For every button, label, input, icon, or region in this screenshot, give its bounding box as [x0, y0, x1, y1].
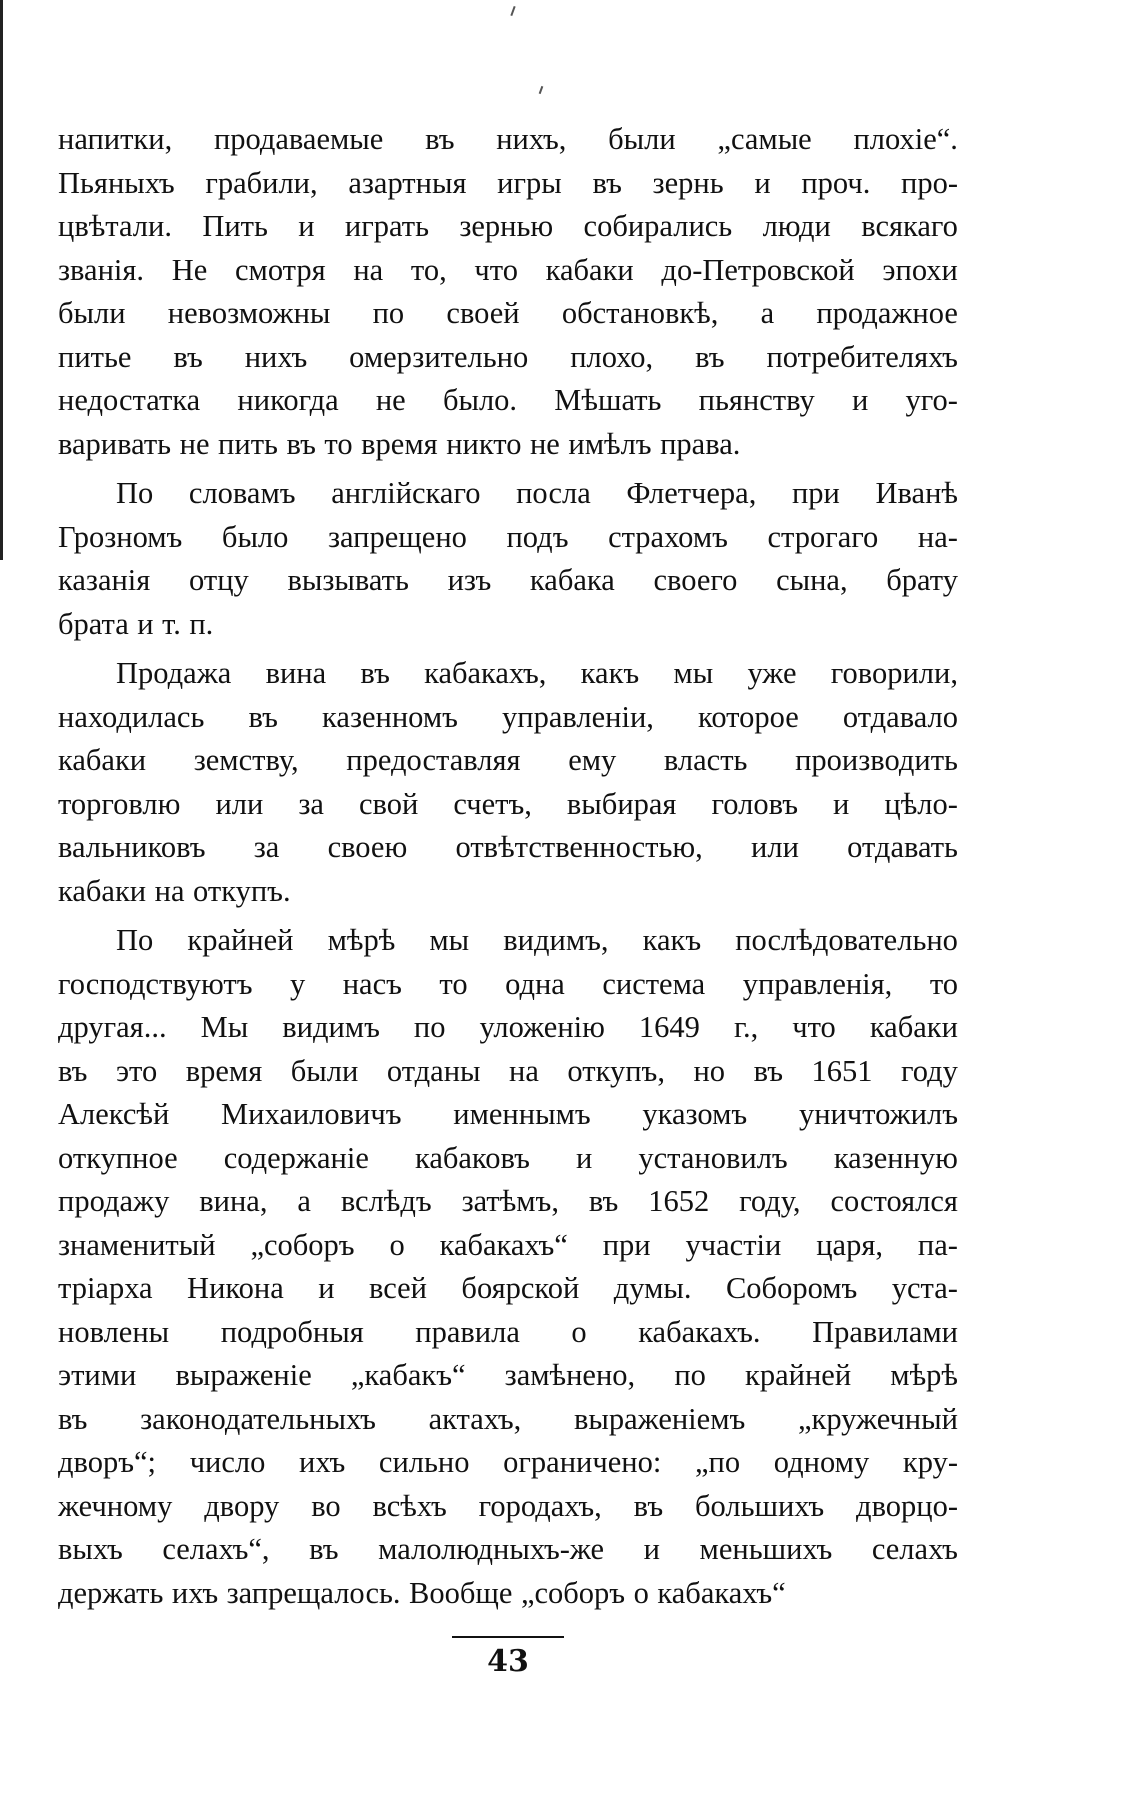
text-line: торговлю или за свой счетъ, выбирая головъ и цѣло- [58, 786, 958, 821]
text-line: недостатка никогда не было. Мѣшать пьянству и уго- [58, 383, 958, 417]
text-line: господствуютъ у насъ то одна система управленія, то [58, 966, 958, 1001]
text-line: питье въ нихъ омерзительно плохо, въ потребителяхъ [58, 339, 958, 374]
text-line: вальниковъ за своею отвѣтственностью, или отдавать [58, 830, 958, 864]
text-line: кабаки на откупъ. [58, 873, 291, 908]
text-line: другая... Мы видимъ по уложенію 1649 г., что кабаки [58, 1010, 958, 1044]
text-line: дворъ“; число ихъ сильно ограничено: „по одному кру- [58, 1445, 958, 1479]
paragraph [58, 118, 958, 466]
paragraph [58, 652, 958, 913]
text-line: Продажа вина въ кабакахъ, какъ мы уже говорили, [116, 656, 958, 690]
text-line: откупное содержаніе кабаковъ и установилъ казенную [58, 1140, 958, 1175]
text-line: брата и т. п. [58, 606, 214, 641]
text-line: казанія отцу вызывать изъ кабака своего сына, брату [58, 563, 958, 597]
text-line: въ это время были отданы на откупъ, но въ 1651 году [58, 1053, 958, 1088]
text-line: напитки, продаваемые въ нихъ, были „самые плохіе“. [58, 122, 958, 156]
text-line: тріарха Никона и всей боярской думы. Соборомъ уста- [58, 1271, 958, 1305]
text-line: цвѣтали. Пить и играть зернью собирались люди всякаго [58, 209, 958, 243]
text-line: По крайней мѣрѣ мы видимъ, какъ послѣдовательно [116, 923, 958, 957]
footer-rule [452, 1636, 564, 1638]
paragraph [58, 472, 958, 646]
text-line: были невозможны по своей обстановкѣ, а продажное [58, 296, 958, 330]
text-line: Алексѣй Михаиловичъ именнымъ указомъ уничтожилъ [58, 1097, 958, 1131]
text-line: варивать не пить въ то время никто не имѣлъ права. [58, 426, 741, 461]
text-line: кабаки земству, предоставляя ему власть производить [58, 743, 958, 777]
scan-speck [539, 86, 544, 94]
text-line: выхъ селахъ“, въ малолюдныхъ-же и меньшихъ селахъ [58, 1532, 958, 1566]
text-line: находилась въ казенномъ управленіи, которое отдавало [58, 699, 958, 734]
page-edge-shadow [0, 0, 3, 560]
text-line: Пьяныхъ грабили, азартныя игры въ зернь и проч. про- [58, 165, 958, 200]
text-line: продажу вина, а вслѣдъ затѣмъ, въ 1652 году, состоялся [58, 1184, 958, 1218]
text-line: званія. Не смотря на то, что кабаки до-Петровской эпохи [58, 252, 958, 287]
text-line: держать ихъ запрещалось. Вообще „соборъ о кабакахъ“ [58, 1575, 786, 1610]
paragraph [58, 919, 958, 1615]
text-line: знаменитый „соборъ о кабакахъ“ при участіи царя, па- [58, 1227, 958, 1262]
text-line: По словамъ англійскаго посла Флетчера, при Иванѣ [116, 476, 958, 510]
scan-speck [510, 6, 515, 16]
text-line: этими выраженіе „кабакъ“ замѣнено, по крайней мѣрѣ [58, 1358, 958, 1392]
text-line: жечному двору во всѣхъ городахъ, въ большихъ дворцо- [58, 1488, 958, 1523]
text-line: въ законодательныхъ актахъ, выраженіемъ „кружечный [58, 1401, 958, 1436]
text-line: новлены подробныя правила о кабакахъ. Правилами [58, 1314, 958, 1349]
text-line: Грозномъ было запрещено подъ страхомъ строгаго на- [58, 519, 958, 554]
body-text [58, 118, 958, 1615]
page-number: 43 [487, 1644, 529, 1679]
